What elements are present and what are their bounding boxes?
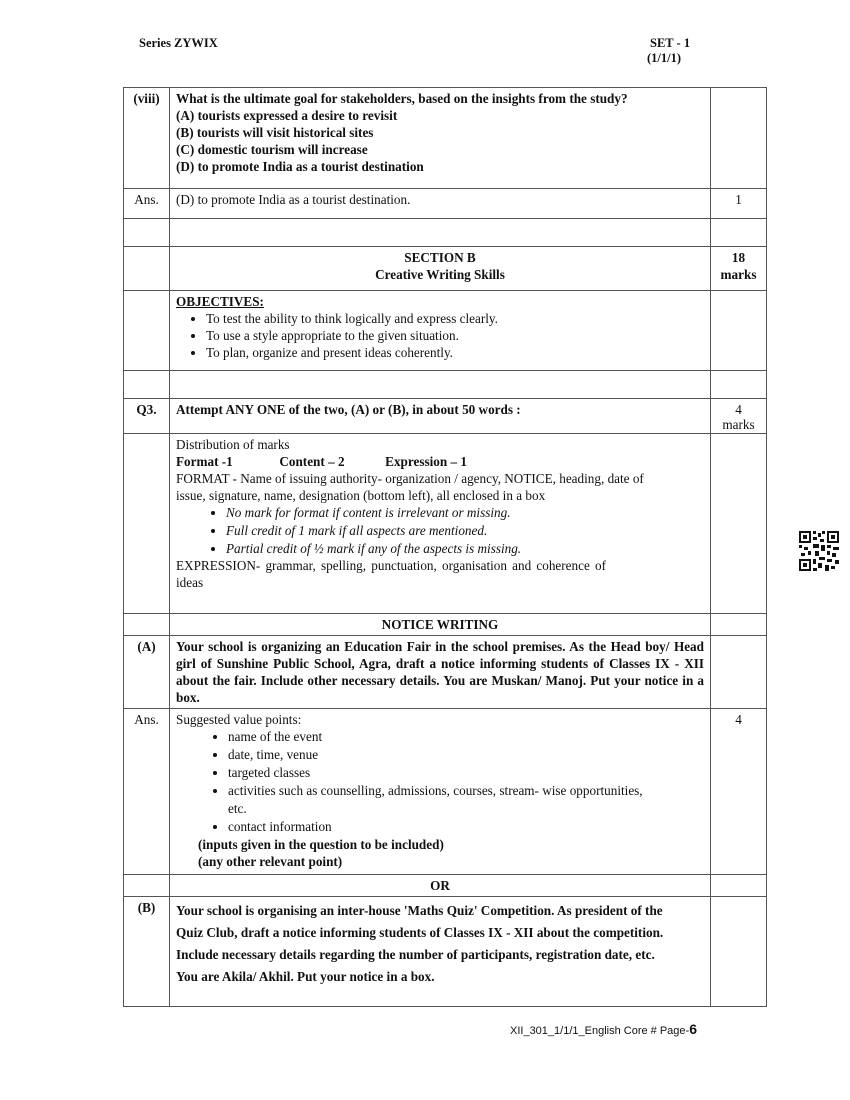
objectives: [170, 291, 711, 371]
option: (D) to promote India as a tourist destination: [176, 159, 424, 174]
other-note: (any other relevant point): [198, 854, 343, 869]
format-note: • Partial credit of ½ mark if any of the aspects is missing.: [226, 540, 704, 557]
value-point: • activities such as counselling, admissions, courses, stream- wise opportunities, etc.: [228, 782, 704, 818]
question-text: What is the ultimate goal for stakeholders, based on the insights from the study?: [176, 91, 628, 106]
notice-b-row: [124, 897, 767, 1007]
format-notes: [176, 504, 704, 557]
q3-number: Q3.: [124, 399, 170, 434]
marks-value: 1: [711, 189, 767, 219]
notice-answer-row: [124, 709, 767, 875]
objective-item: • To use a style appropriate to the given situation.: [206, 327, 704, 344]
notice-marks: 4: [711, 709, 767, 875]
value-point: • targeted classes: [228, 764, 704, 782]
section-b-heading: [170, 247, 711, 291]
section-marks-number: 18: [731, 250, 746, 265]
q3-marks-number: 4: [735, 402, 742, 417]
question-viii: [170, 88, 711, 189]
suggested-heading: Suggested value points:: [176, 712, 302, 727]
page-footer: [510, 1021, 697, 1037]
section-b-row: [124, 247, 767, 291]
objective-item: • To plan, organize and present ideas coherently.: [206, 344, 704, 361]
value-point: • contact information: [228, 818, 704, 836]
or-row: [124, 875, 767, 897]
set-code: (1/1/1): [647, 51, 682, 65]
or-separator: OR: [170, 875, 711, 897]
section-marks: [711, 247, 767, 291]
option-b-question: Your school is organising an inter-house 'Maths Quiz' Competition. As president of the Quiz Club, draft a notice informing students of Classes IX - XII about the competition. Include necessary details regarding the number of participants, registration date, etc. You are Akila/ Akhil. Put your notice in a box.: [170, 897, 711, 1007]
answer-viii-row: [124, 189, 767, 219]
format-mark: Format -1: [176, 454, 233, 469]
option-a-question: Your school is organizing an Education Fair in the school premises. As the Head boy/ Head girl of Sunshine Public School, Agra, draft a notice informing students of Classes IX - XII about the fair. Include other necessary details. You are Muskan/ Manoj. Put your notice in a box.: [170, 636, 711, 709]
series-label: Series ZYWIX: [139, 36, 218, 50]
format-note: • Full credit of 1 mark if all aspects are mentioned.: [226, 522, 704, 539]
notice-writing-heading: NOTICE WRITING: [170, 614, 711, 636]
distribution-row: [124, 434, 767, 614]
option: (C) domestic tourism will increase: [176, 142, 368, 157]
q3-instruction: Attempt ANY ONE of the two, (A) or (B), in about 50 words :: [170, 399, 711, 434]
ans-label: Ans.: [124, 189, 170, 219]
q3-marks: [711, 399, 767, 434]
q3-marks-label: marks: [722, 417, 755, 432]
footer-text: XII_301_1/1/1_English Core # Page-: [510, 1025, 690, 1037]
q3-row: [124, 399, 767, 434]
set-label: SET - 1: [650, 36, 691, 50]
expression-mark: Expression – 1: [385, 454, 468, 469]
option: (A) tourists expressed a desire to revisit: [176, 108, 398, 123]
notice-heading-row: [124, 614, 767, 636]
value-point: • date, time, venue: [228, 746, 704, 764]
marks-split: [176, 453, 704, 470]
objectives-row: [124, 291, 767, 371]
question-number: (viii): [124, 88, 170, 189]
objectives-heading: OBJECTIVES:: [176, 294, 264, 309]
spacer-row: [124, 371, 767, 399]
format-note: • No mark for format if content is irrelevant or missing.: [226, 504, 704, 521]
marking-scheme-table: [123, 87, 767, 1007]
page-number: 6: [689, 1021, 697, 1037]
distribution-title: Distribution of marks: [176, 437, 290, 452]
qr-code-icon: [799, 531, 839, 571]
question-viii-row: [124, 88, 767, 189]
section-marks-label: marks: [720, 267, 757, 282]
value-point: • name of the event: [228, 728, 704, 746]
section-subtitle: Creative Writing Skills: [375, 267, 505, 282]
option: (B) tourists will visit historical sites: [176, 125, 374, 140]
inputs-note: (inputs given in the question to be included): [198, 837, 444, 852]
objective-item: • To test the ability to think logically and express clearly.: [206, 310, 704, 327]
notice-a-row: [124, 636, 767, 709]
spacer-row: [124, 219, 767, 247]
section-title: SECTION B: [404, 250, 476, 265]
answer-text: (D) to promote India as a tourist destination.: [170, 189, 711, 219]
ans-label: Ans.: [124, 709, 170, 875]
format-description: FORMAT - Name of issuing authority- organization / agency, NOTICE, heading, date of issue, signature, name, designation (bottom left), all enclosed in a box: [176, 471, 644, 503]
option-b-label: (B): [124, 897, 170, 1007]
suggested-points: [170, 709, 711, 875]
value-points-list: [176, 728, 704, 836]
content-mark: Content – 2: [279, 454, 345, 469]
expression-description: EXPRESSION- grammar, spelling, punctuation, organisation and coherence of ideas: [176, 558, 606, 590]
distribution-of-marks: [170, 434, 711, 614]
option-a-label: (A): [124, 636, 170, 709]
objectives-list: [176, 310, 704, 361]
marks-cell: [711, 88, 767, 189]
